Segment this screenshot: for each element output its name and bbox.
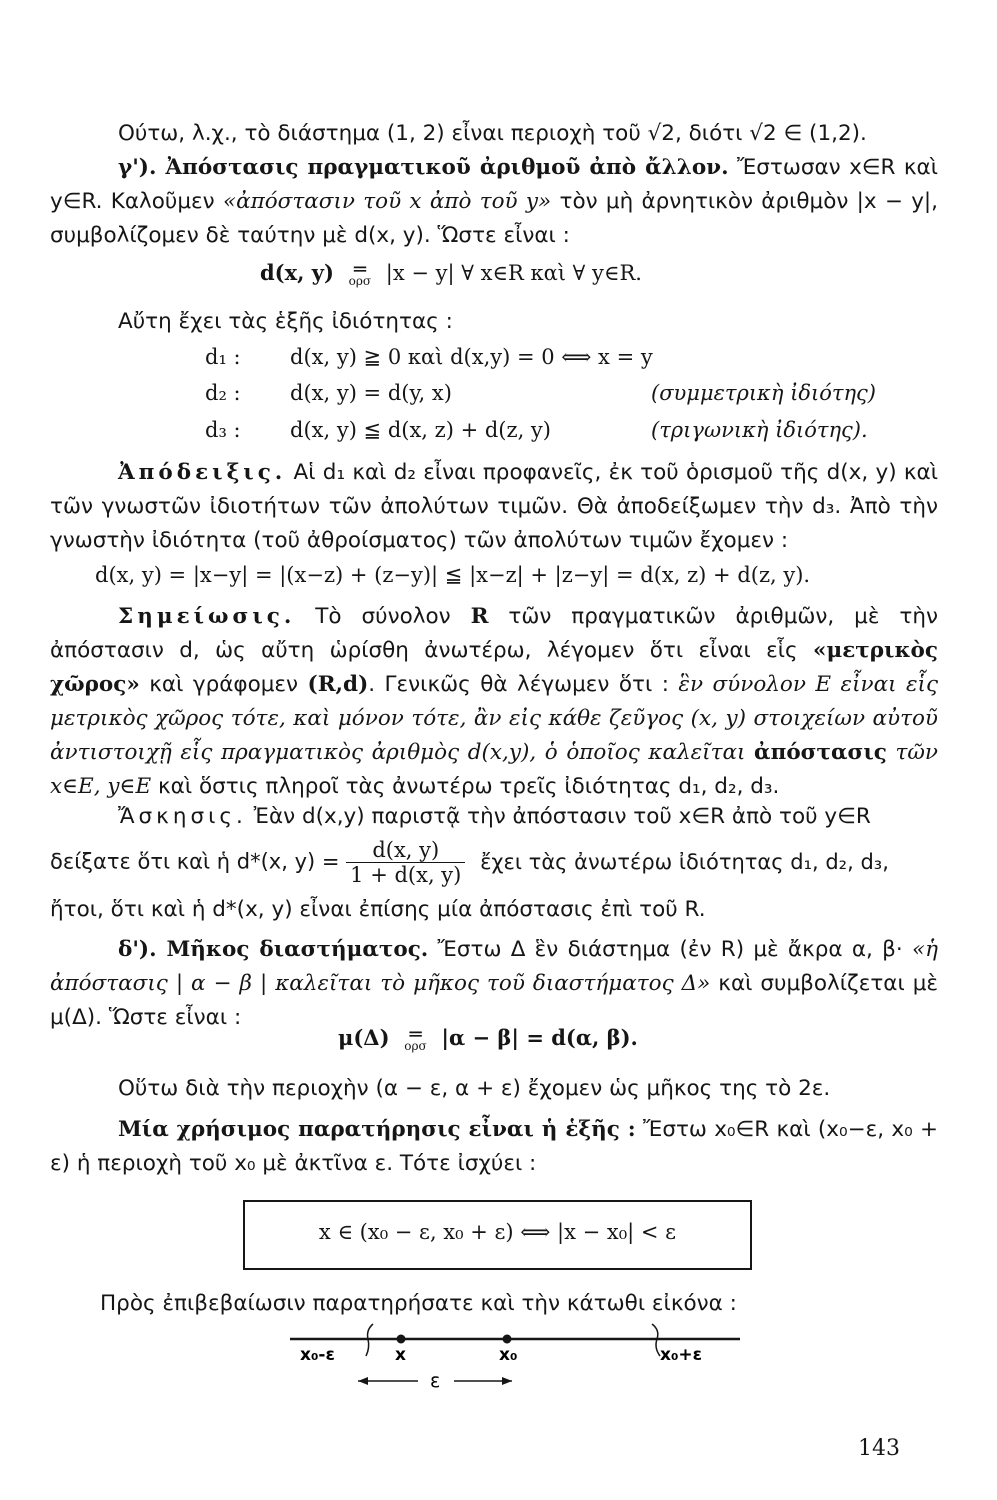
section-length: [50, 933, 938, 1035]
fraction-denominator: 1 + d(x, y): [350, 863, 462, 887]
property-formula: d(x, y) = d(y, x): [290, 381, 452, 405]
remark-heading: Σημείωσις.: [118, 604, 296, 629]
page-number: 143: [858, 1436, 900, 1461]
property-formula: d(x, y) ≦ d(x, z) + d(z, y): [290, 418, 551, 442]
figure-intro-text: Πρὸς ἐπιβεβαίωσιν παρατηρήσατε καὶ τὴν κάτωθι εἰκόνα :: [100, 1291, 737, 1316]
remark-text-4: . Γενικῶς θὰ λέγωμεν ὅτι :: [368, 672, 679, 697]
remark-text-3: καὶ γράφομεν: [139, 672, 308, 697]
property-note: (τριγωνικὴ ἰδιότης).: [651, 418, 868, 442]
section-length-heading: δ'). Μῆκος διαστήματος.: [118, 937, 429, 962]
remark-metric-space: «μετρικὸς χῶρος»: [50, 638, 938, 697]
proof-text: Αἱ d₁ καὶ d₂ εἶναι προφανεῖς, ἐκ τοῦ ὁρισμοῦ τῆς d(x, y) καὶ τῶν γνωστῶν ἰδιοτήτων τῶν ἀπολύτων τιμῶν. Θὰ ἀποδείξωμεν τὴν d₃. Ἀπὸ τὴν γνωστὴν ἰδιότητα (τοῦ ἀθροίσματος) τῶν ἀπολύτων τιμῶν ἔχομεν :: [50, 460, 938, 553]
section-length-text-2: καὶ συμβολίζεται μὲ μ(Δ). Ὥστε εἶναι :: [50, 971, 939, 1030]
section-length-italic: «ἡ ἀπόστασις | α − β | καλεῖται τὸ μῆκος τοῦ διαστήματος Δ»: [50, 937, 938, 996]
property-note-d2: [651, 381, 876, 405]
properties-intro: [118, 305, 938, 339]
property-label: d₂ :: [205, 381, 241, 405]
exercise-lead: δείξατε ὅτι καὶ ἡ d*(x, y) =: [50, 849, 340, 874]
proof-equation-text: d(x, y) = |x−y| = |(x−z) + (z−y)| ≦ |x−z| + |z−y| = d(x, z) + d(z, y).: [95, 563, 811, 587]
property-row-d2: [205, 381, 452, 405]
proof-heading: Ἀπόδειξις.: [118, 460, 287, 485]
exercise-text-1: Ἐὰν d(x,y) παριστᾷ τὴν ἀπόστασιν τοῦ x∈R ἀπὸ τοῦ y∈R: [246, 804, 871, 829]
property-row-d3: [205, 418, 551, 442]
section-length-text-1: Ἔστω Δ ἓν διάστημα (ἐν R) μὲ ἄκρα α, β·: [428, 937, 912, 962]
length-example-text: Οὕτω διὰ τὴν περιοχὴν (α − ε, α + ε) ἔχομεν ὡς μῆκος της τὸ 2ε.: [118, 1076, 831, 1101]
exercise-fraction: [346, 838, 465, 887]
remark-text-1: Τὸ σύνολον: [295, 604, 471, 629]
remark-italic-2: τῶν x∈E, y∈E: [50, 740, 938, 799]
useful-remark: [50, 1113, 938, 1181]
exercise-text-2: ἤτοι, ὅτι καὶ ἡ d*(x, y) εἶναι ἐπίσης μία ἀπόστασις ἐπὶ τοῦ R.: [50, 897, 706, 922]
property-label: d₁ :: [205, 345, 241, 369]
remark-text-5: καὶ ὅστις πληροῖ τὰς ἀνωτέρω τρεῖς ἰδιότητας d₁, d₂, d₃.: [151, 774, 780, 799]
section-distance-text-1: Ἔστωσαν x∈R καὶ y∈R. Καλοῦμεν: [50, 155, 938, 214]
intro-paragraph: [118, 117, 938, 151]
remark-rd: (R,d): [307, 672, 369, 697]
defined-equals-symbol: ═ ορσ: [348, 256, 372, 288]
remark-italic: ἓν σύνολον E εἶναι εἷς μετρικὸς χῶρος τότε, καὶ μόνον τότε, ἂν εἰς κάθε ζεῦγος (x, y) στοιχείων αὐτοῦ ἀντιστοιχῇ εἷς πραγματικὸς ἀριθμὸς d(x,y), ὁ ὁποῖος καλεῖται: [50, 672, 938, 765]
length-example: [118, 1072, 938, 1106]
section-distance-heading: γ'). Ἀπόστασις πραγματικοῦ ἀριθμοῦ ἀπὸ ἄλλον.: [118, 155, 729, 180]
section-distance: [50, 151, 938, 253]
label-x: x: [395, 1345, 406, 1365]
length-eq-rhs: |α − β| = d(α, β).: [441, 1025, 638, 1050]
distance-def-lhs: d(x, y): [260, 260, 334, 285]
label-eps: ε: [430, 1370, 441, 1392]
fraction-numerator: d(x, y): [346, 838, 465, 863]
intro-text: Ούτω, λ.χ., τὸ διάστημα (1, 2) εἶναι περιοχὴ τοῦ √2, διότι √2 ∈ (1,2).: [118, 121, 867, 146]
length-eq-lhs: μ(Δ): [338, 1025, 390, 1050]
label-x0-plus-eps: x₀+ε: [660, 1345, 703, 1365]
label-x0-minus-eps: x₀-ε: [300, 1345, 335, 1365]
label-x0: x₀: [499, 1345, 518, 1365]
property-note: (συμμετρικὴ ἰδιότης): [651, 381, 876, 405]
remark-real-set: R: [470, 604, 489, 629]
distance-def-rhs: |x − y| ∀ x∈R καὶ ∀ y∈R.: [385, 261, 642, 285]
exercise-tail: ἔχει τὰς ἀνωτέρω ἰδιότητας d₁, d₂, d₃,: [480, 849, 889, 874]
exercise-fraction-line: [50, 838, 889, 887]
section-distance-italic: «ἀπόστασιν τοῦ x ἀπὸ τοῦ y»: [222, 189, 552, 214]
useful-remark-text: Ἔστω x₀∈R καὶ (x₀−ε, x₀ + ε) ἡ περιοχὴ τοῦ x₀ μὲ ἀκτῖνα ε. Τότε ἰσχύει :: [50, 1117, 938, 1176]
property-note-d3: [651, 418, 868, 442]
property-row-d1: [205, 345, 653, 369]
exercise-heading: Ἄσκησις.: [118, 804, 247, 829]
section-distance-text-2: τὸν μὴ ἀρνητικὸν ἀριθμὸν |x − y|, συμβολίζομεν δὲ ταύτην μὲ d(x, y). Ὥστε εἶναι :: [50, 189, 939, 248]
length-equation: [338, 1021, 638, 1053]
remark-paragraph: [50, 600, 938, 804]
point-x0: [503, 1335, 512, 1344]
remark-bold-word: ἀπόστασις: [754, 740, 887, 765]
exercise-paragraph: [118, 800, 938, 834]
exercise-conclusion: [50, 893, 938, 927]
figure-intro: [100, 1287, 940, 1321]
boxed-equation: x ∈ (x₀ − ε, x₀ + ε) ⟺ |x − x₀| < ε: [318, 1220, 677, 1244]
defined-equals-sub: ορσ: [404, 1038, 427, 1053]
properties-intro-text: Αὔτη ἔχει τὰς ἑξῆς ἰδιότητας :: [118, 309, 453, 334]
boxed-equation-frame: [243, 1200, 752, 1270]
property-label: d₃ :: [205, 418, 241, 442]
useful-remark-heading: Μία χρήσιμος παρατήρησις εἶναι ἡ ἑξῆς :: [118, 1117, 636, 1142]
point-x: [397, 1335, 406, 1344]
remark-text-2: τῶν πραγματικῶν ἀριθμῶν, μὲ τὴν ἀπόστασιν d, ὡς αὔτη ὡρίσθη ἀνωτέρω, λέγομεν ὅτι εἶναι εἷς: [50, 604, 938, 663]
defined-equals-symbol: ═ ορσ: [404, 1021, 427, 1053]
proof-paragraph: [50, 456, 938, 558]
property-formula: d(x, y) ≧ 0 καὶ d(x,y) = 0 ⟺ x = y: [290, 345, 653, 369]
defined-equals-sub: ορσ: [348, 273, 372, 288]
distance-definition-equation: [260, 256, 642, 288]
number-line-figure: [0, 1320, 997, 1400]
proof-equation: [95, 563, 810, 587]
